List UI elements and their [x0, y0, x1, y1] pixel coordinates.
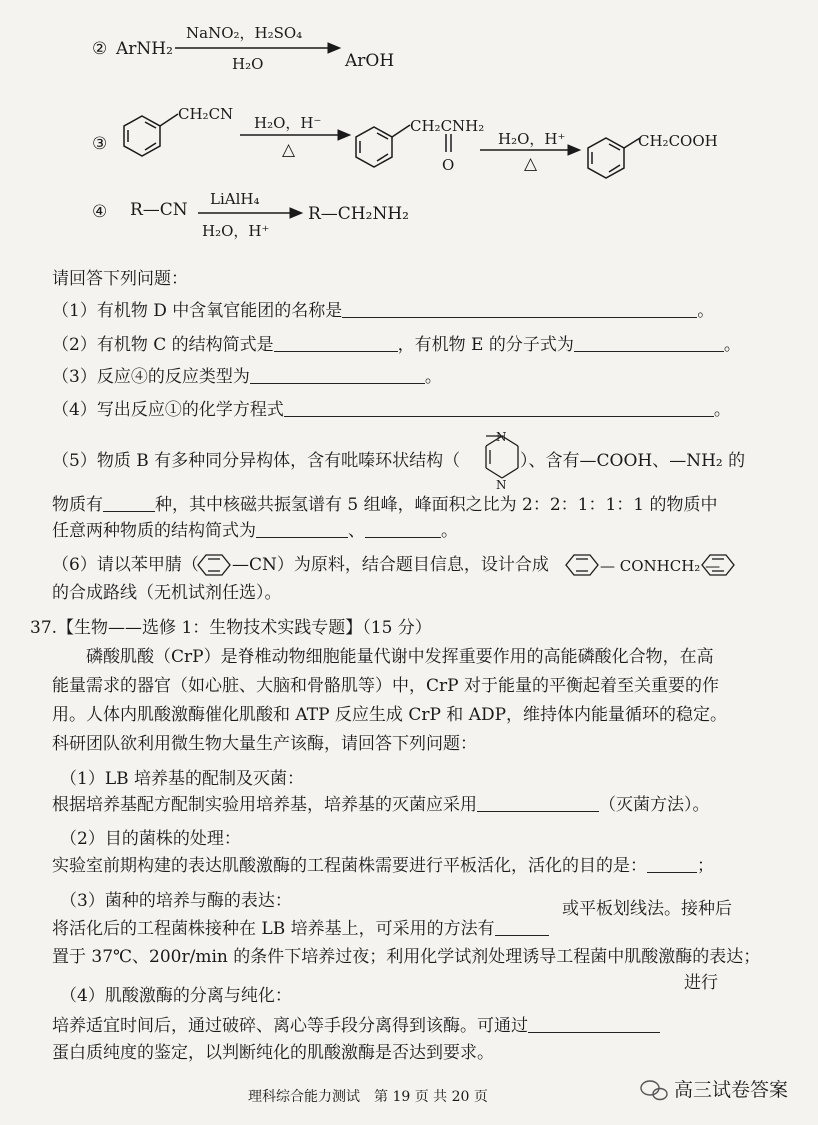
- r3-number: ③: [92, 134, 108, 154]
- q37-s4-heading: （4）肌酸激酶的分离与纯化：: [60, 986, 292, 1006]
- answer-blank-q36-5-count[interactable]: [103, 495, 155, 512]
- q37-s2: [52, 855, 714, 877]
- q36-1: [52, 300, 714, 322]
- answer-blank-q36-5-struct-2[interactable]: [365, 521, 441, 538]
- r2-number: ②: [92, 39, 108, 59]
- r3-reagents-1: H₂O，H⁻: [254, 114, 322, 132]
- q37-s3b: 置于 37℃、200r/min 的条件下培养过夜；利用化学试剂处理诱导工程菌中肌酸激酶的表达；: [52, 947, 761, 967]
- r2-reagents-below: H₂O: [232, 55, 264, 73]
- answer-blank-q36-3[interactable]: [250, 367, 425, 384]
- answer-blank-q37-4[interactable]: [528, 1016, 660, 1033]
- q37-s3-tail: 或平板划线法。接种后: [562, 899, 732, 919]
- r2-product: ArOH: [345, 51, 395, 71]
- brand-watermark: 高三试卷答案: [674, 1079, 789, 1101]
- q36-2-text-b: ，有机物 E 的分子式为: [397, 335, 574, 355]
- q36-5f-sep: 、: [348, 521, 365, 541]
- q36-4: [52, 399, 731, 421]
- q37-p4: 科研团队欲利用微生物大量生产该酶，请回答下列问题：: [52, 734, 477, 754]
- q37-p3: 用。人体内肌酸激酶催化肌酸和 ATP 反应生成 CrP 和 ADP，维持体内能量循环的稳定。: [52, 705, 728, 725]
- q37-s2-heading: （2）目的菌株的处理：: [60, 829, 241, 849]
- wechat-icon: [641, 1081, 667, 1100]
- q36-6b: —CN）为原料，结合题目信息，设计合成: [232, 555, 549, 575]
- r2-reactant: ArNH₂: [116, 39, 173, 59]
- r3-substituent-2: CH₂CNH₂: [410, 117, 485, 135]
- page-footer: 理科综合能力测试 第 19 页 共 20 页: [248, 1089, 488, 1105]
- q37-s3a: [52, 918, 549, 940]
- q37-p2: 能量需求的器官（如心脏、大脑和骨骼肌等）中，CrP 对于能量的平衡起着至关重要的作: [52, 676, 719, 696]
- q36-6c: — CONHCH₂ —: [600, 557, 721, 575]
- q36-5e-text: 任意两种物质的结构简式为: [52, 521, 256, 541]
- q36-2-text-a: （2）有机物 C 的结构简式是: [52, 335, 274, 355]
- r3-heat-1: △: [282, 140, 296, 160]
- q37-s4a: [52, 1015, 660, 1037]
- r4-reagent-below: H₂O，H⁺: [202, 222, 270, 240]
- q36-1-period: 。: [697, 301, 715, 321]
- q36-5b: ）、含有—COOH、—NH₂ 的: [520, 451, 746, 471]
- q37-s1-text: 根据培养基配方配制实验用培养基，培养基的灭菌应采用: [52, 795, 477, 815]
- q36-5c: [52, 494, 718, 516]
- r2-reagents-above: NaNO₂，H₂SO₄: [186, 24, 303, 42]
- pyrazine-n-bottom: N: [496, 478, 507, 492]
- q36-5c-text: 物质有: [52, 495, 103, 515]
- q37-s1: [52, 794, 710, 816]
- r4-number: ④: [92, 202, 108, 222]
- q36-4-period: 。: [713, 400, 731, 420]
- q36-6a: （6）请以苯甲腈（: [52, 555, 199, 575]
- q37-s1-tail: （灭菌方法）。: [599, 795, 710, 815]
- r3-carbonyl-o: O: [442, 156, 455, 174]
- r4-reagent-above: LiAlH₄: [210, 190, 260, 208]
- benzene-ring-3: [588, 138, 640, 178]
- q37-p1: 磷酸肌酸（CrP）是脊椎动物细胞能量代谢中发挥重要作用的高能磷酸化合物，在高: [86, 647, 714, 667]
- answer-blank-q36-2-c[interactable]: [274, 335, 398, 352]
- q36-2-period: 。: [723, 335, 741, 355]
- q37-s4-tail: 进行: [684, 973, 718, 993]
- q36-5d-text: 种，其中核磁共振氢谱有 5 组峰，峰面积之比为 2：2：1：1：1 的物质中: [155, 495, 718, 515]
- arrow-r2: [175, 43, 340, 53]
- q36-3: [52, 366, 442, 388]
- answer-blank-q36-4[interactable]: [284, 400, 714, 417]
- r3-substituent-1: CH₂CN: [178, 105, 234, 123]
- pyrazine-n-top: N: [496, 430, 507, 444]
- q36-5-period: 。: [441, 521, 458, 541]
- q36-4-text: （4）写出反应①的化学方程式: [52, 400, 284, 420]
- q37-s3-heading: （3）菌种的培养与酶的表达：: [60, 891, 292, 911]
- r3-heat-2: △: [524, 154, 538, 174]
- benzene-ring-benzonitrile: [198, 555, 230, 575]
- answer-blank-q36-2-e[interactable]: [574, 335, 724, 352]
- q36-5e: [52, 520, 458, 542]
- answer-blank-q36-5-struct-1[interactable]: [256, 521, 348, 538]
- q37-s4b: 蛋白质纯度的鉴定，以判断纯化的肌酸激酶是否达到要求。: [52, 1043, 494, 1063]
- answer-blank-q37-2[interactable]: [647, 856, 697, 873]
- r4-reactant: R—CN: [130, 200, 188, 220]
- r3-reagents-2: H₂O，H⁺: [498, 130, 566, 148]
- q37-s4a-text: 培养适宜时间后，通过破碎、离心等手段分离得到该酶。可通过: [52, 1016, 528, 1036]
- r4-product: R—CH₂NH₂: [308, 204, 409, 224]
- answer-blank-q36-1[interactable]: [342, 301, 697, 318]
- q37-s2-text: 实验室前期构建的表达肌酸激酶的工程菌株需要进行平板活化，活化的目的是：: [52, 856, 647, 876]
- q36-3-text: （3）反应④的反应类型为: [52, 367, 250, 387]
- q36-6d: 的合成路线（无机试剂任选）。: [52, 583, 282, 603]
- q36-3-period: 。: [424, 367, 442, 387]
- q37-s3a-text: 将活化后的工程菌株接种在 LB 培养基上，可采用的方法有: [52, 919, 495, 939]
- q36-5a: （5）物质 B 有多种同分异构体，含有吡嗪环状结构（: [52, 451, 461, 471]
- answer-blank-q37-3[interactable]: [495, 919, 549, 936]
- q37-s1-heading: （1）LB 培养基的配制及灭菌：: [60, 769, 305, 789]
- answer-blank-q37-1[interactable]: [477, 795, 599, 812]
- q36-2: [52, 334, 741, 356]
- q37-s2-tail: ；: [697, 856, 714, 876]
- q36-intro: 请回答下列问题：: [52, 269, 188, 289]
- q37-header: 37.【生物——选修 1：生物技术实践专题】（15 分）: [30, 618, 432, 638]
- benzene-ring-product-left: [566, 555, 598, 575]
- q36-1-text: （1）有机物 D 中含氧官能团的名称是: [52, 301, 343, 321]
- benzene-ring-1: [124, 114, 178, 156]
- r3-substituent-3: CH₂COOH: [638, 132, 718, 150]
